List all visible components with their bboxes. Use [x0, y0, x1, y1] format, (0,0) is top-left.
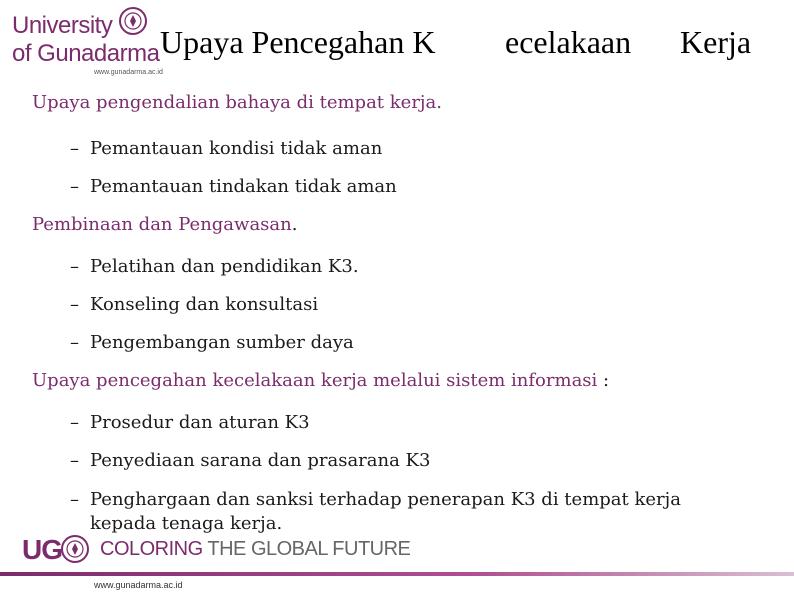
- list-item-text: Prosedur dan aturan K3: [90, 412, 310, 433]
- list-item-text: Pengembangan sumber daya: [90, 332, 354, 353]
- list-item-text: Penghargaan dan sanksi terhadap penerapan K3 di tempat kerja kepada tenaga kerja.: [90, 489, 681, 534]
- section-heading-text: Upaya pengendalian bahaya di tempat kerja.: [32, 92, 442, 113]
- section-heading-1: [32, 92, 442, 113]
- logo-line1: University: [12, 12, 113, 39]
- list-item: [70, 412, 310, 433]
- list-item: [70, 450, 430, 471]
- list-item-text: Penyediaan sarana dan prasarana K3: [90, 450, 431, 471]
- dash-bullet: –: [70, 256, 79, 277]
- list-item: [70, 176, 397, 197]
- footer-tagline: [100, 538, 410, 561]
- list-item-text: Pemantauan tindakan tidak aman: [90, 176, 397, 197]
- section-heading-text: Upaya pencegahan kecelakaan kerja melalui sistem informasi: [32, 370, 598, 391]
- logo-url: www.gunadarma.ac.id: [94, 69, 163, 76]
- dash-bullet: –: [70, 294, 79, 315]
- tagline-accent: COLORING: [100, 538, 203, 560]
- dash-bullet: –: [70, 489, 79, 510]
- page-title-part3: Kerja: [680, 24, 752, 60]
- logo-line2: of Gunadarma: [12, 40, 160, 67]
- section-heading-2: [32, 214, 297, 235]
- list-item-text: Konseling dan konsultasi: [90, 294, 319, 315]
- footer-ug-logo: UG: [22, 534, 62, 565]
- dash-bullet: –: [70, 412, 79, 433]
- heading-suffix: :: [597, 370, 610, 391]
- list-item: [70, 256, 359, 277]
- tagline-rest: THE GLOBAL FUTURE: [202, 538, 411, 560]
- heading-suffix: .: [291, 214, 298, 235]
- section-heading-text: Pembinaan dan Pengawasan: [32, 214, 292, 235]
- dash-bullet: –: [70, 138, 79, 159]
- footer-divider-bar: [0, 572, 794, 576]
- section-heading-3: [32, 370, 609, 391]
- dash-bullet: –: [70, 176, 79, 197]
- footer-url: www.gunadarma.ac.id: [94, 580, 183, 590]
- page-title-part1: Upaya Pencegahan K: [160, 24, 436, 60]
- list-item: [70, 294, 318, 315]
- page-title-part2: ecelakaan: [505, 24, 632, 60]
- dash-bullet: –: [70, 332, 79, 353]
- footer: [0, 526, 794, 595]
- list-item: [70, 332, 354, 353]
- list-item-text: Pemantauan kondisi tidak aman: [90, 138, 383, 159]
- seal-icon: [60, 534, 90, 564]
- seal-icon: [118, 6, 148, 36]
- list-item-text: Pelatihan dan pendidikan K3.: [90, 256, 359, 277]
- list-item: [70, 138, 382, 159]
- dash-bullet: –: [70, 450, 79, 471]
